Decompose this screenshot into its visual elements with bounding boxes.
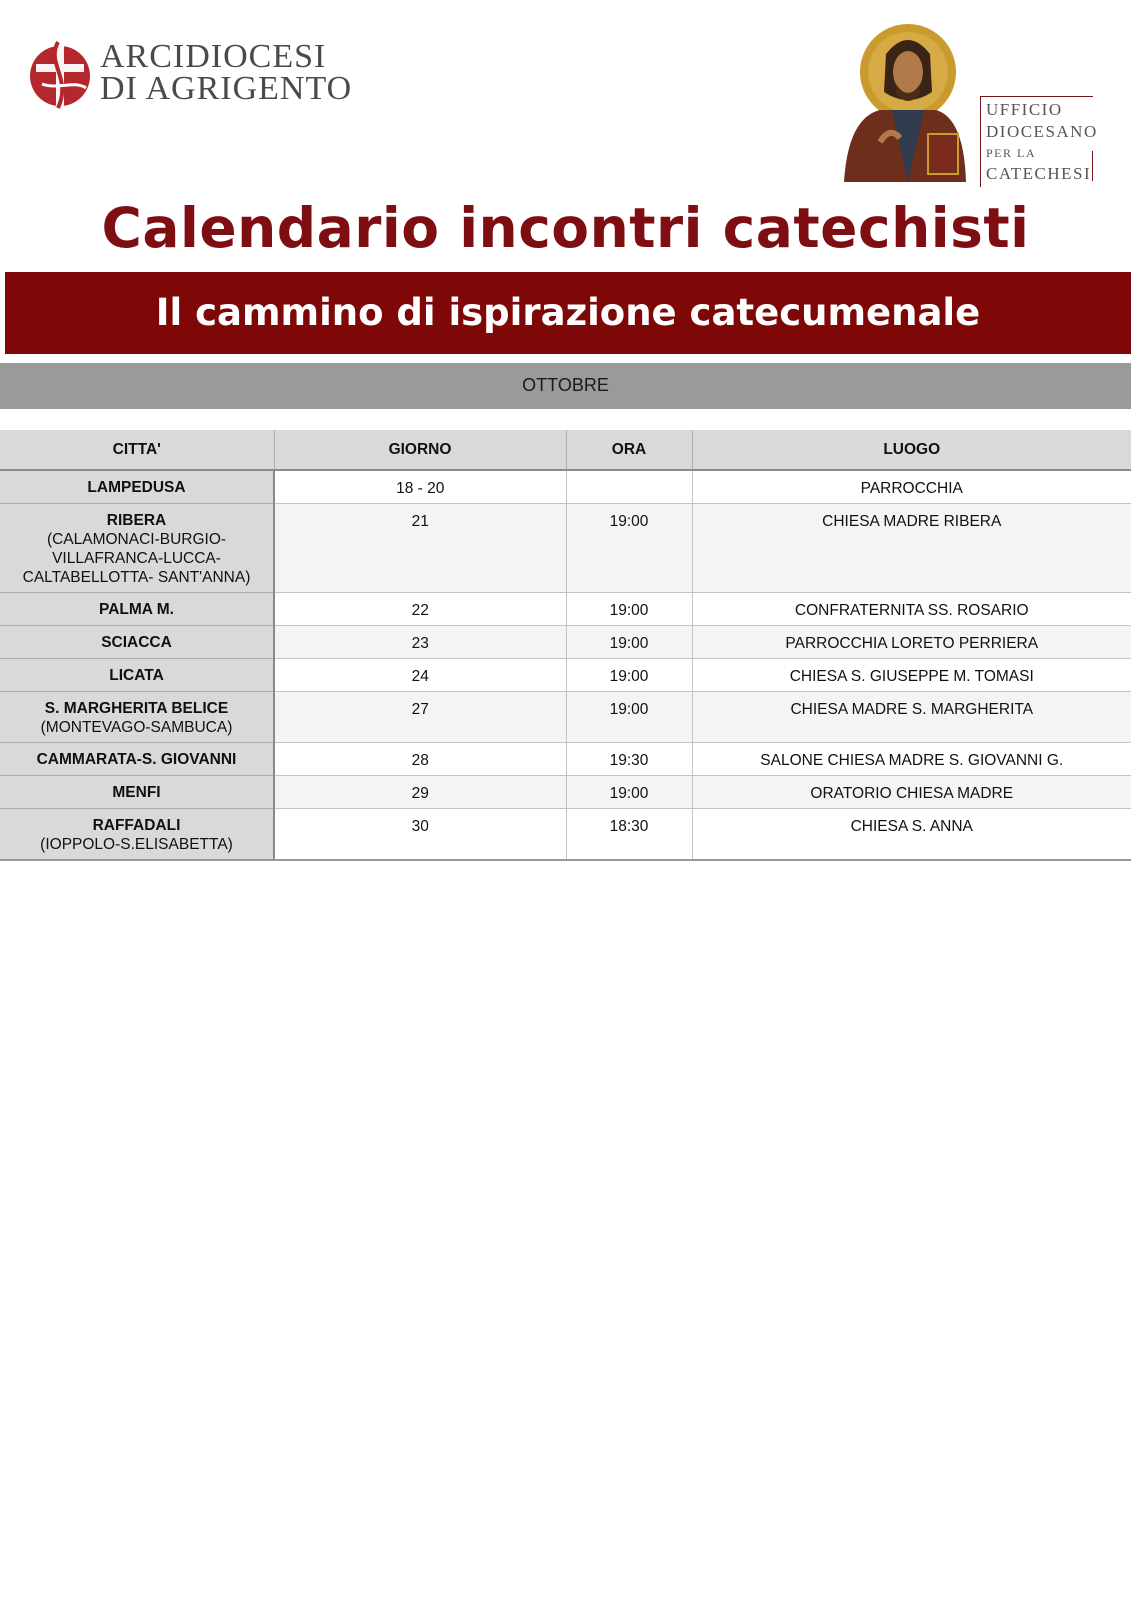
table-row: [0, 659, 1131, 692]
place-cell: CHIESA MADRE RIBERA: [692, 504, 1131, 593]
logo-right-line1: UFFICIO: [986, 100, 1063, 119]
logo-right-line2: DIOCESANO: [986, 122, 1098, 141]
day-cell: 27: [274, 692, 566, 743]
day-cell: 24: [274, 659, 566, 692]
city-name: S. MARGHERITA BELICE: [44, 700, 229, 717]
time-cell: 18:30: [566, 809, 692, 861]
city-name: MENFI: [112, 784, 161, 801]
page-title: Calendario incontri catechisti: [101, 196, 1030, 260]
day-cell: 29: [274, 776, 566, 809]
time-cell: [566, 470, 692, 504]
table-row: [0, 626, 1131, 659]
time-cell: 19:00: [566, 692, 692, 743]
logo-left-line1: ARCIDIOCESI: [100, 38, 327, 75]
day-cell: 21: [274, 504, 566, 593]
header-city: CITTA': [0, 430, 274, 470]
day-cell: 18 - 20: [274, 470, 566, 504]
table-row: [0, 776, 1131, 809]
place-cell: CHIESA S. GIUSEPPE M. TOMASI: [692, 659, 1131, 692]
city-cell: [0, 470, 274, 504]
time-cell: 19:00: [566, 504, 692, 593]
month-band: OTTOBRE: [0, 363, 1131, 409]
cross-icon: [28, 34, 94, 114]
archdiocese-logo: [28, 32, 353, 122]
table-row: [0, 809, 1131, 861]
city-name: RAFFADALI: [92, 817, 181, 834]
city-sub: (MONTEVAGO-SAMBUCA): [40, 719, 233, 736]
time-cell: 19:00: [566, 626, 692, 659]
city-cell: [0, 504, 274, 593]
city-name: SCIACCA: [101, 634, 172, 651]
day-cell: 23: [274, 626, 566, 659]
city-cell: [0, 593, 274, 626]
logo-right-line3: PER LA: [986, 146, 1037, 160]
catechesis-office-logo: [840, 22, 1100, 187]
city-cell: [0, 692, 274, 743]
place-cell: CHIESA S. ANNA: [692, 809, 1131, 861]
place-cell: PARROCCHIA: [692, 470, 1131, 504]
header-day: GIORNO: [274, 430, 566, 470]
city-name: PALMA M.: [99, 601, 174, 618]
time-cell: 19:00: [566, 593, 692, 626]
table-header-row: [0, 430, 1131, 470]
place-cell: SALONE CHIESA MADRE S. GIOVANNI G.: [692, 743, 1131, 776]
time-cell: 19:00: [566, 776, 692, 809]
logo-right-line4: CATECHESI: [986, 164, 1092, 183]
logo-left-line2: DI AGRIGENTO: [100, 70, 353, 107]
city-cell: [0, 743, 274, 776]
table-row: [0, 692, 1131, 743]
table-row: [0, 743, 1131, 776]
city-sub: (CALAMONACI-BURGIO-VILLAFRANCA-LUCCA-CALTABELLOTTA- SANT'ANNA): [22, 531, 251, 586]
day-cell: 22: [274, 593, 566, 626]
place-cell: ORATORIO CHIESA MADRE: [692, 776, 1131, 809]
city-name: LICATA: [109, 667, 164, 684]
header-time: ORA: [566, 430, 692, 470]
table-row: [0, 504, 1131, 593]
city-cell: [0, 776, 274, 809]
schedule-table: [0, 430, 1131, 861]
header-place: LUOGO: [692, 430, 1131, 470]
city-name: RIBERA: [106, 512, 167, 529]
time-cell: 19:30: [566, 743, 692, 776]
city-cell: [0, 659, 274, 692]
table-row: [0, 593, 1131, 626]
time-cell: 19:00: [566, 659, 692, 692]
city-cell: [0, 626, 274, 659]
day-cell: 28: [274, 743, 566, 776]
christ-pantocrator-icon: [840, 22, 970, 182]
subtitle-band: Il cammino di ispirazione catecumenale: [5, 272, 1131, 354]
city-name: LAMPEDUSA: [87, 479, 186, 496]
place-cell: CONFRATERNITA SS. ROSARIO: [692, 593, 1131, 626]
place-cell: CHIESA MADRE S. MARGHERITA: [692, 692, 1131, 743]
place-cell: PARROCCHIA LORETO PERRIERA: [692, 626, 1131, 659]
city-cell: [0, 809, 274, 861]
city-sub: (IOPPOLO-S.ELISABETTA): [40, 836, 233, 853]
day-cell: 30: [274, 809, 566, 861]
city-name: CAMMARATA-S. GIOVANNI: [36, 751, 237, 768]
table-row: [0, 470, 1131, 504]
